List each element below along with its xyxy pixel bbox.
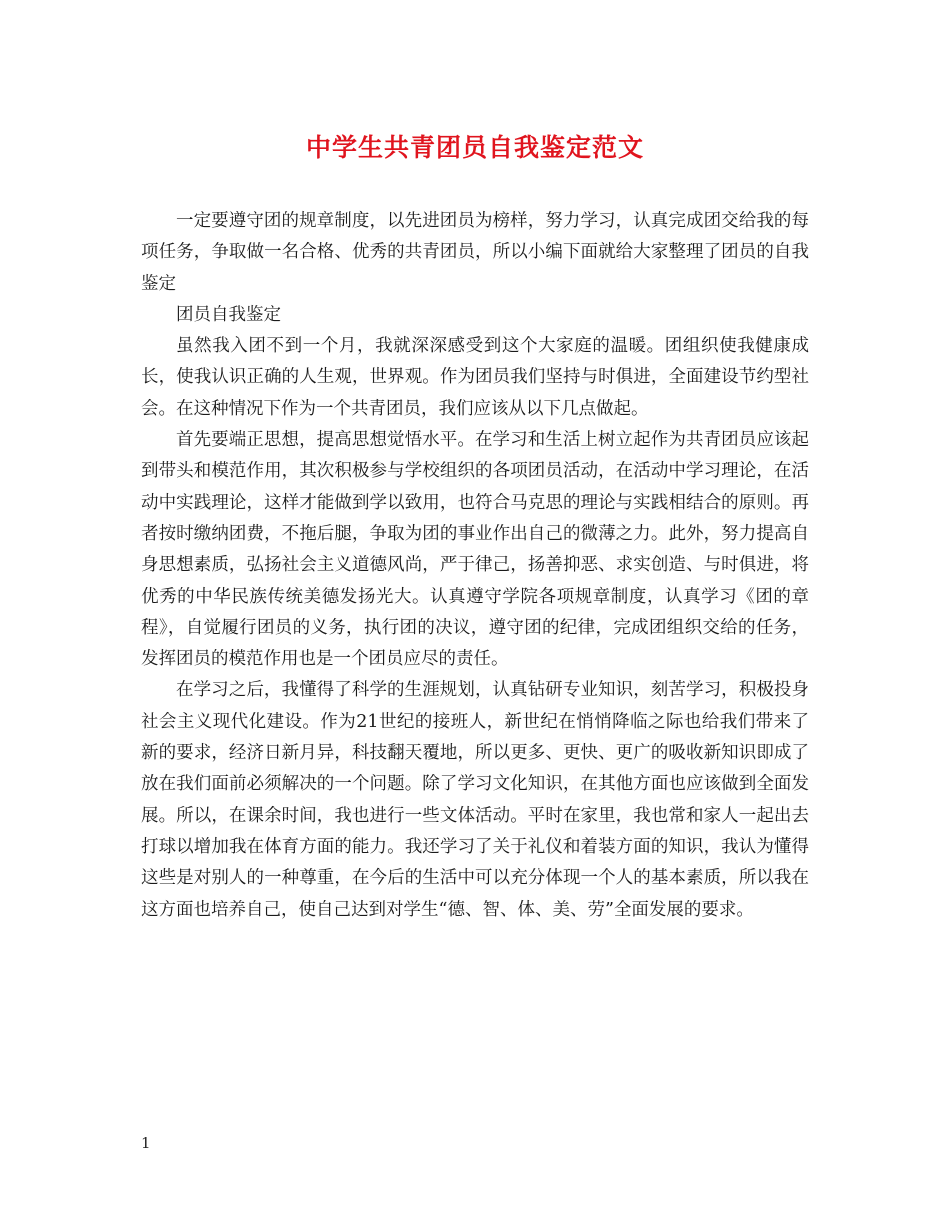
document-body [141,206,809,926]
paragraph-2: 首先要端正思想，提高思想觉悟水平。在学习和生活上树立起作为共青团员应该起到带头和模范作用，其次积极参与学校组织的各项团员活动，在活动中学习理论，在活动中实践理论，这样才能做到学以致用，也符合马克思的理论与实践相结合的原则。再者按时缴纳团费，不拖后腿，争取为团的事业作出自己的微薄之力。此外，努力提高自身思想素质，弘扬社会主义道德风尚，严于律己，扬善抑恶、求实创造、与时俱进，将优秀的中华民族传统美德发扬光大。认真遵守学院各项规章制度，认真学习《团的章程》，自觉履行团员的义务，执行团的决议，遵守团的纪律，完成团组织交给的任务，发挥团员的模范作用也是一个团员应尽的责任。 [141,430,809,670]
page-number: 1 [141,1134,151,1152]
paragraph-subheading: 团员自我鉴定 [176,304,281,325]
paragraph-3: 在学习之后，我懂得了科学的生涯规划，认真钻研专业知识，刻苦学习，积极投身社会主义现代化建设。作为21世纪的接班人，新世纪在悄悄降临之际也给我们带来了新的要求，经济日新月异，科技翻天覆地，所以更多、更快、更广的吸收新知识即成了放在我们面前必须解决的一个问题。除了学习文化知识，在其他方面也应该做到全面发展。所以，在课余时间，我也进行一些文体活动。平时在家里，我也常和家人一起出去打球以增加我在体育方面的能力。我还学习了关于礼仪和着装方面的知识，我认为懂得这些是对别人的一种尊重，在今后的生活中可以充分体现一个人的基本素质，所以我在这方面也培养自己，使自己达到对学生“德、智、体、美、劳”全面发展的要求。 [141,680,809,920]
document-title: 中学生共青团员自我鉴定范文 [305,133,644,162]
paragraph-1: 虽然我入团不到一个月，我就深深感受到这个大家庭的温暖。团组织使我健康成长，使我认识正确的人生观，世界观。作为团员我们坚持与时俱进，全面建设节约型社会。在这种情况下作为一个共青团员，我们应该从以下几点做起。 [141,336,809,419]
paragraph-intro: 一定要遵守团的规章制度，以先进团员为榜样，努力学习，认真完成团交给我的每项任务，争取做一名合格、优秀的共青团员，所以小编下面就给大家整理了团员的自我鉴定 [141,211,809,294]
